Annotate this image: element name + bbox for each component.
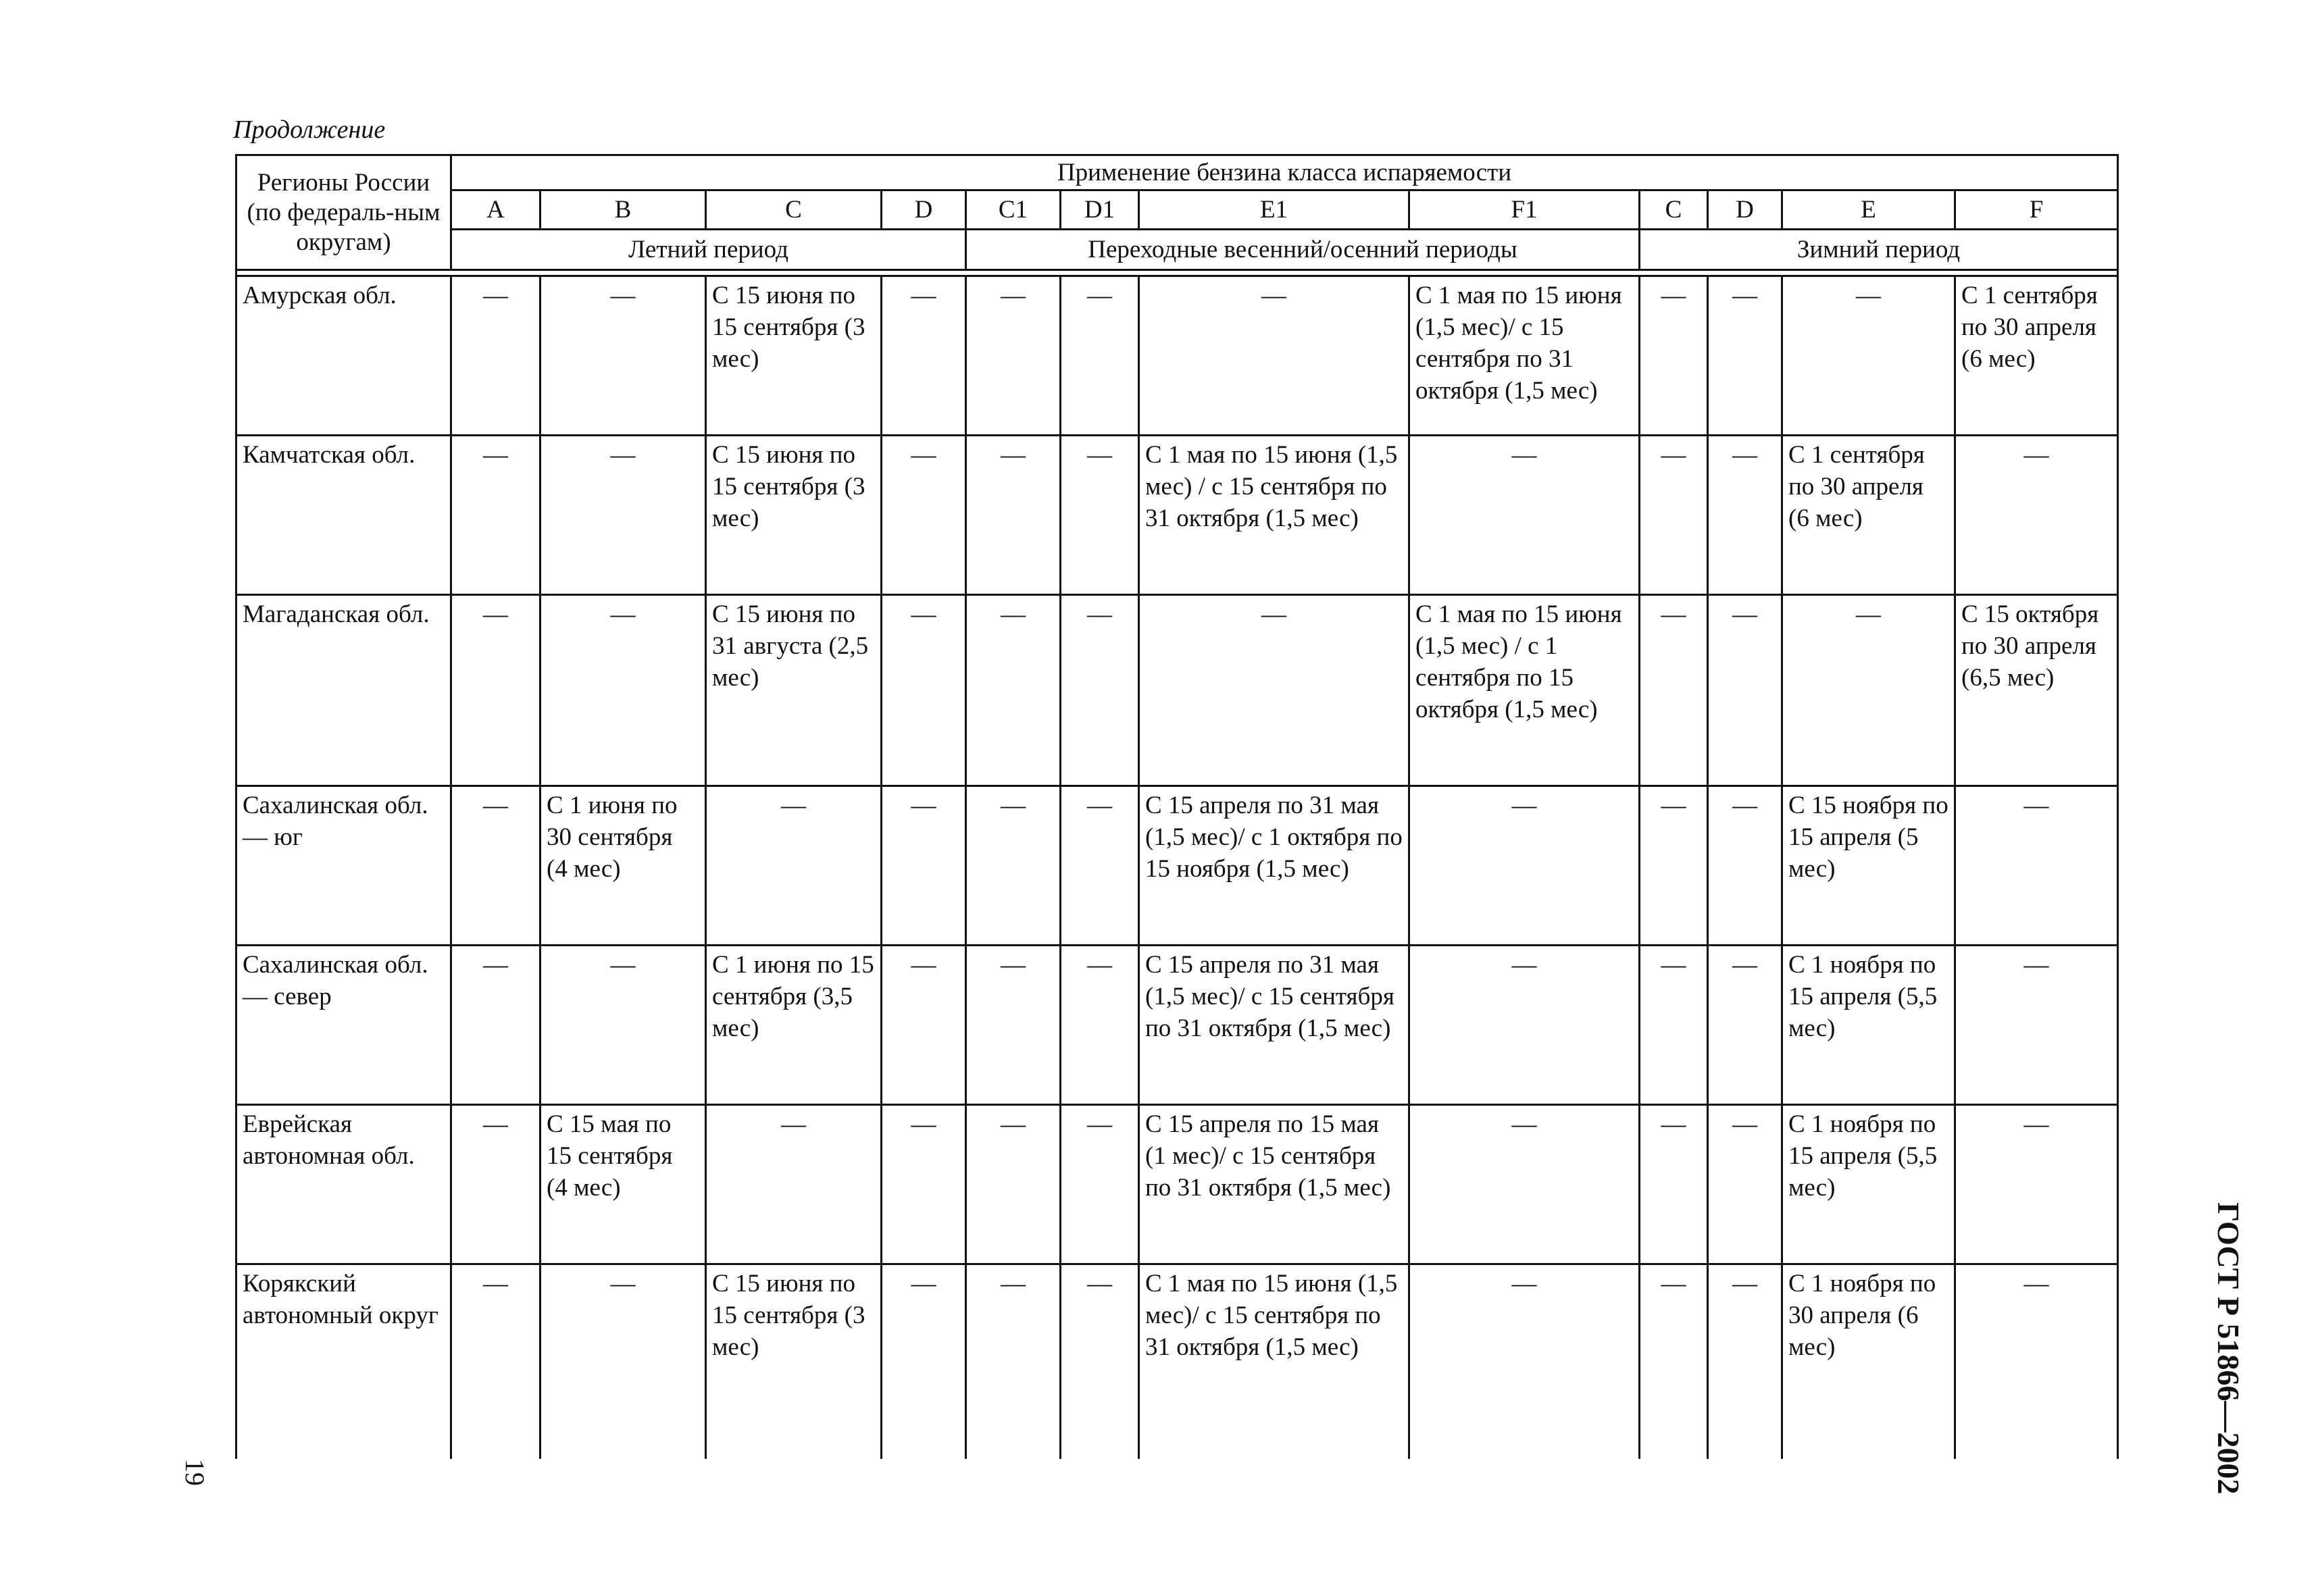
period-cell: —: [1640, 436, 1708, 595]
period-cell: С 15 апреля по 31 мая (1,5 мес)/ с 1 октября по 15 ноября (1,5 мес): [1139, 786, 1409, 946]
period-cell: —: [1409, 1105, 1640, 1264]
period-cell: —: [1955, 436, 2118, 595]
period-cell: С 15 июня по 15 сентября (3 мес): [706, 1264, 882, 1459]
period-cell: —: [451, 595, 540, 786]
header-class-5: D1: [1061, 190, 1139, 230]
header-period-transition: Переходные весенний/осенний периоды: [966, 230, 1640, 270]
period-cell: —: [540, 436, 706, 595]
region-name: Камчатская обл.: [236, 436, 451, 595]
period-cell: С 15 ноября по 15 апреля (5 мес): [1782, 786, 1955, 946]
period-cell: С 1 мая по 15 июня (1,5 мес)/ с 15 сентября по 31 октября (1,5 мес): [1139, 1264, 1409, 1459]
period-cell: С 1 мая по 15 июня (1,5 мес) / с 15 сентября по 31 октября (1,5 мес): [1139, 436, 1409, 595]
header-class-11: F: [1955, 190, 2118, 230]
period-cell: —: [1409, 786, 1640, 946]
gasoline-class-table: [235, 154, 2119, 1459]
header-period-summer: Летний период: [451, 230, 966, 270]
header-class-8: C: [1640, 190, 1708, 230]
period-cell: С 15 апреля по 31 мая (1,5 мес)/ с 15 сентября по 31 октября (1,5 мес): [1139, 946, 1409, 1105]
period-cell: С 1 июня по 30 сентября (4 мес): [540, 786, 706, 946]
period-cell: —: [451, 786, 540, 946]
period-cell: С 1 ноября по 30 апреля (6 мес): [1782, 1264, 1955, 1459]
period-cell: —: [706, 1105, 882, 1264]
period-cell: —: [1640, 786, 1708, 946]
header-region: Регионы России (по федераль-ным округам): [236, 155, 451, 270]
period-cell: —: [1640, 1264, 1708, 1459]
period-cell: —: [1708, 1105, 1782, 1264]
period-cell: —: [1708, 1264, 1782, 1459]
period-cell: —: [966, 946, 1061, 1105]
period-cell: —: [1061, 595, 1139, 786]
period-cell: —: [1955, 946, 2118, 1105]
table-row: [236, 595, 2118, 786]
period-cell: —: [1061, 1105, 1139, 1264]
period-cell: С 1 сентября по 30 апреля (6 мес): [1955, 276, 2118, 436]
region-name: Корякский автономный округ: [236, 1264, 451, 1459]
header-class-1: B: [540, 190, 706, 230]
region-name: Магаданская обл.: [236, 595, 451, 786]
period-cell: —: [882, 1105, 966, 1264]
region-name: Амурская обл.: [236, 276, 451, 436]
period-cell: С 1 мая по 15 июня (1,5 мес)/ с 15 сентября по 31 октября (1,5 мес): [1409, 276, 1640, 436]
period-cell: —: [1409, 946, 1640, 1105]
period-cell: —: [882, 946, 966, 1105]
period-cell: —: [451, 1264, 540, 1459]
header-class-9: D: [1708, 190, 1782, 230]
period-cell: —: [966, 1105, 1061, 1264]
period-cell: —: [1409, 436, 1640, 595]
period-cell: —: [882, 595, 966, 786]
period-cell: —: [966, 276, 1061, 436]
period-cell: С 15 июня по 15 сентября (3 мес): [706, 276, 882, 436]
header-period-winter: Зимний период: [1640, 230, 2118, 270]
period-cell: —: [1782, 276, 1955, 436]
period-cell: —: [451, 1105, 540, 1264]
page-number: 19: [180, 1459, 210, 1486]
period-cell: —: [1708, 946, 1782, 1105]
period-cell: С 15 мая по 15 сентября (4 мес): [540, 1105, 706, 1264]
header-group-title: Применение бензина класса испаряемости: [451, 155, 2118, 190]
period-cell: С 15 июня по 15 сентября (3 мес): [706, 436, 882, 595]
period-cell: —: [882, 436, 966, 595]
period-cell: С 1 ноября по 15 апреля (5,5 мес): [1782, 946, 1955, 1105]
table-row: [236, 276, 2118, 436]
period-cell: С 15 июня по 31 августа (2,5 мес): [706, 595, 882, 786]
period-cell: —: [1640, 1105, 1708, 1264]
table-row: [236, 436, 2118, 595]
period-cell: —: [540, 1264, 706, 1459]
period-cell: —: [1139, 276, 1409, 436]
header-class-0: A: [451, 190, 540, 230]
period-cell: —: [1061, 1264, 1139, 1459]
period-cell: С 1 мая по 15 июня (1,5 мес) / с 1 сентября по 15 октября (1,5 мес): [1409, 595, 1640, 786]
period-cell: —: [1640, 276, 1708, 436]
period-cell: С 1 ноября по 15 апреля (5,5 мес): [1782, 1105, 1955, 1264]
standard-designation: ГОСТ Р 51866—2002: [2211, 1202, 2246, 1495]
period-cell: —: [1955, 1264, 2118, 1459]
header-class-7: F1: [1409, 190, 1640, 230]
period-cell: —: [1640, 946, 1708, 1105]
period-cell: —: [1708, 786, 1782, 946]
period-cell: С 15 октября по 30 апреля (6,5 мес): [1955, 595, 2118, 786]
continuation-label: Продолжение: [233, 115, 386, 144]
period-cell: —: [966, 436, 1061, 595]
header-class-6: E1: [1139, 190, 1409, 230]
table-row: [236, 946, 2118, 1105]
header-class-2: C: [706, 190, 882, 230]
period-cell: —: [966, 1264, 1061, 1459]
period-cell: —: [451, 276, 540, 436]
period-cell: —: [1708, 595, 1782, 786]
header-separator: [236, 270, 2118, 276]
period-cell: —: [1782, 595, 1955, 786]
period-cell: —: [882, 786, 966, 946]
region-name: Еврейская автономная обл.: [236, 1105, 451, 1264]
period-cell: —: [540, 276, 706, 436]
header-class-4: C1: [966, 190, 1061, 230]
period-cell: —: [1409, 1264, 1640, 1459]
period-cell: —: [706, 786, 882, 946]
period-cell: —: [966, 786, 1061, 946]
period-cell: —: [1061, 276, 1139, 436]
table-row: [236, 786, 2118, 946]
period-cell: —: [1708, 436, 1782, 595]
period-cell: —: [1955, 1105, 2118, 1264]
period-cell: —: [1061, 436, 1139, 595]
period-cell: —: [540, 595, 706, 786]
table-row: [236, 1105, 2118, 1264]
period-cell: —: [1139, 595, 1409, 786]
period-cell: —: [966, 595, 1061, 786]
period-cell: С 1 сентября по 30 апреля (6 мес): [1782, 436, 1955, 595]
period-cell: —: [451, 946, 540, 1105]
period-cell: —: [1955, 786, 2118, 946]
period-cell: —: [882, 276, 966, 436]
period-cell: —: [540, 946, 706, 1105]
period-cell: —: [1708, 276, 1782, 436]
period-cell: —: [1061, 786, 1139, 946]
table-row: [236, 1264, 2118, 1459]
region-name: Сахалинская обл. — юг: [236, 786, 451, 946]
period-cell: С 1 июня по 15 сентября (3,5 мес): [706, 946, 882, 1105]
period-cell: —: [451, 436, 540, 595]
header-class-3: D: [882, 190, 966, 230]
region-name: Сахалинская обл. — север: [236, 946, 451, 1105]
period-cell: —: [1640, 595, 1708, 786]
period-cell: —: [1061, 946, 1139, 1105]
period-cell: С 15 апреля по 15 мая (1 мес)/ с 15 сентября по 31 октября (1,5 мес): [1139, 1105, 1409, 1264]
period-cell: —: [882, 1264, 966, 1459]
header-class-10: E: [1782, 190, 1955, 230]
